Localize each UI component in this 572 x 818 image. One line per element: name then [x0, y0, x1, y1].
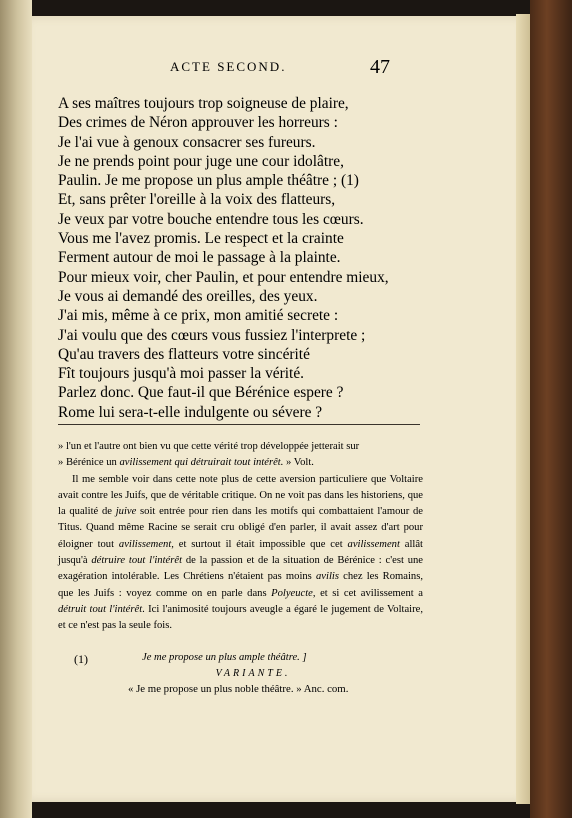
note-italic-text: détruit tout l'intérêt — [58, 603, 143, 615]
left-page-edge — [0, 0, 32, 818]
verse-line: Je vous ai demandé des oreilles, des yeux. — [58, 287, 318, 305]
note-text: Il me semble voir dans cette note plus de cette aversion particuliere que Voltaire avait contre les Juifs, que de véritable critique. On ne voit pas dans les historiens, que la qualité de — [58, 473, 423, 518]
verse-line: Fît toujours jusqu'à moi passer la vérité. — [58, 365, 304, 383]
note-text: chez les Romains, que les Juifs : voyez comme on en parle dans — [58, 571, 423, 599]
verse-line: Je veux par votre bouche entendre tous les cœurs. — [58, 210, 364, 228]
footnote-separator-rule — [58, 424, 420, 425]
page-stack-edge — [516, 14, 530, 804]
note-italic-text: Polyeucte — [271, 587, 313, 599]
page-number: 47 — [370, 56, 390, 78]
note-italic-text: détruire tout l'intérêt — [91, 555, 183, 567]
book-binding — [530, 0, 572, 818]
note-text: . Ici l'animosité toujours aveugle a égaré le jugement de Voltaire, et ce n'est pas la seule fois. — [58, 603, 423, 632]
verse-line: Rome lui sera-t-elle indulgente ou sévere ? — [58, 403, 323, 421]
verse-line: Et, sans prêter l'oreille à la voix des flatteurs, — [58, 191, 336, 209]
verse-line: Des crimes de Néron approuver les horreurs : — [58, 114, 338, 132]
note-attribution: » Volt. — [283, 457, 314, 469]
verse-line: Vous me l'avez promis. Le respect et la crainte — [58, 230, 344, 248]
note-text: allât jusqu'à — [58, 538, 423, 567]
note-text: soit entrée pour rien dans les motifs qui combattaient l'amour de Titus. Quand même Racine se serait cru obligé d'en parler, il avait assez d'art pour éloigner tout — [58, 506, 423, 550]
running-head: ACTE SECOND. — [170, 59, 287, 74]
footnote-ref: (1) — [74, 652, 88, 666]
note-text: » Bérénice un — [58, 457, 120, 469]
note-italic-text: juive — [115, 506, 137, 518]
note-line — [58, 455, 423, 471]
verse-line: Qu'au travers des flatteurs votre sincérité — [58, 345, 310, 363]
verse-line: Paulin. Je me propose un plus ample théâtre ; (1) — [58, 172, 359, 190]
verse-line: Pour mieux voir, cher Paulin, et pour entendre mieux, — [58, 268, 389, 286]
note-text: , et surtout il était impossible que cet — [171, 538, 348, 550]
footnote-lemma: Je me propose un plus ample théâtre. ] — [142, 652, 307, 663]
variante-heading: VARIANTE. — [215, 668, 291, 679]
commentary-paragraph — [58, 472, 423, 635]
verse-line: Je l'ai vue à genoux consacrer ses fureurs. — [58, 133, 316, 151]
verse-line: Parlez donc. Que faut-il que Bérénice espere ? — [58, 384, 344, 402]
verse-line: J'ai mis, même à ce prix, mon amitié secrete : — [58, 307, 339, 325]
note-text: de la passion et de la situation de Bérénice : c'est une exagération intolérable. Les Chrétiens n'étaient pas moins — [58, 555, 423, 583]
note-text: , et si cet avilissement a — [312, 587, 423, 599]
note-italic-text: avilissement qui détruirait tout intérêt. — [119, 457, 284, 469]
note-italic-text: avilis — [316, 571, 339, 583]
verse-line: J'ai voulu que des cœurs vous fussiez l'interprete ; — [58, 326, 366, 344]
commentary-notes — [58, 439, 423, 635]
verse-line: Je ne prends point pour juge une cour idolâtre, — [58, 152, 344, 170]
verse-block — [58, 94, 478, 422]
note-line: » l'un et l'autre ont bien vu que cette vérité trop développée jetterait sur — [58, 441, 360, 452]
note-italic-text: avilissement — [347, 538, 400, 550]
variant-reading: « Je me propose un plus noble théâtre. » Anc. com. — [128, 683, 349, 695]
verse-line: A ses maîtres toujours trop soigneuse de plaire, — [58, 95, 349, 112]
note-italic-text: avilissement — [118, 538, 172, 550]
verse-line: Ferment autour de moi le passage à la plainte. — [58, 249, 341, 267]
